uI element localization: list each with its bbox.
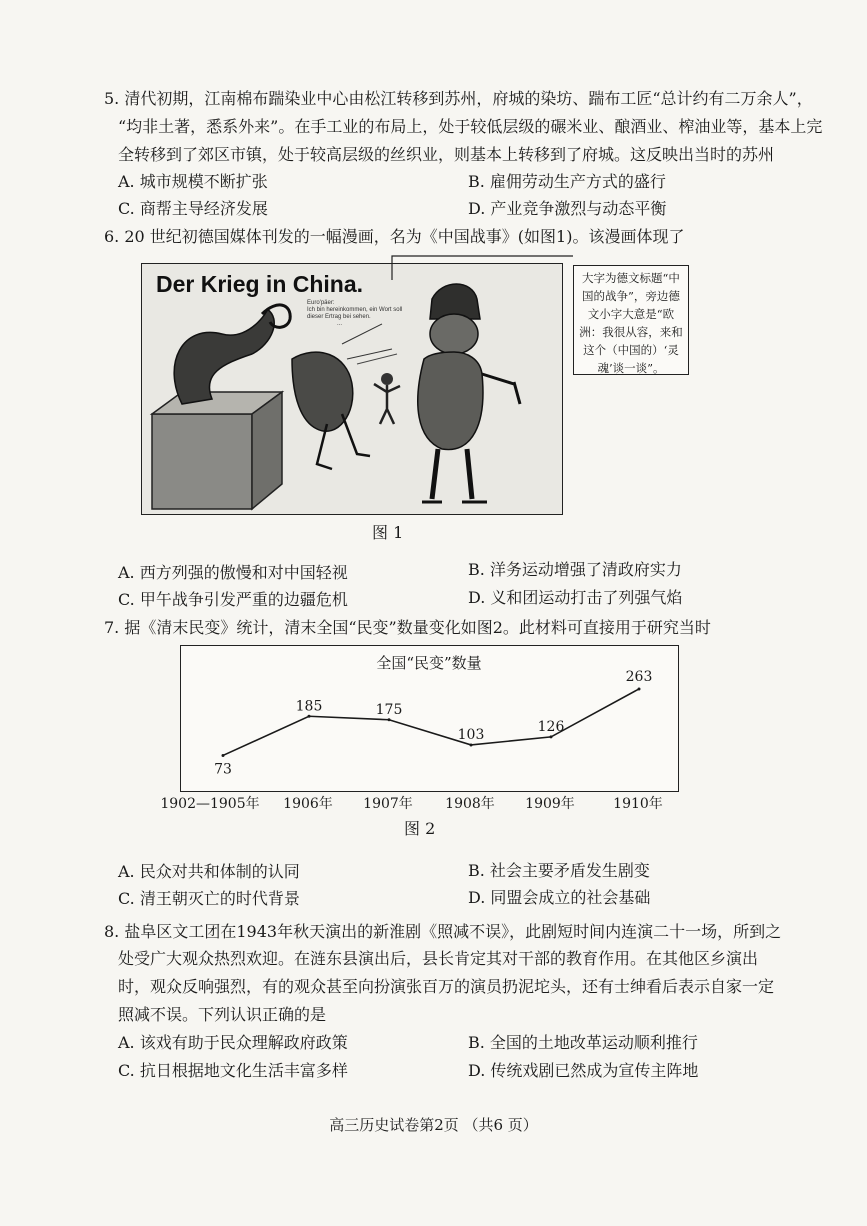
chart-x-axis-labels [150,790,710,816]
q8-option-d[interactable]: D. 传统戏剧已然成为宣传主阵地 [468,1061,699,1080]
data-label: 126 [537,718,565,735]
figure-2-label: 图 2 [404,819,436,838]
q7-option-b[interactable]: B. 社会主要矛盾发生剧变 [468,861,650,880]
cartoon-small-caption [307,300,402,327]
q7-option-d[interactable]: D. 同盟会成立的社会基础 [468,888,651,907]
data-point [308,715,311,718]
q6-option-b[interactable]: B. 洋务运动增强了清政府实力 [468,560,682,579]
data-label: 103 [457,726,485,743]
q6-option-d[interactable]: D. 义和团运动打击了列强气焰 [468,588,683,607]
q5-line-3: 全转移到了郊区市镇，处于较高层级的丝织业，则基本上转移到了府城。这反映出当时的苏州 [118,145,775,164]
q8-option-c[interactable]: C. 抗日根据地文化生活丰富多样 [118,1061,348,1080]
data-label: 185 [295,698,323,715]
cartoon-figure [141,263,563,515]
x-tick-label: 1909年 [525,796,575,812]
q8-line-3: 时，观众反响强烈，有的观众甚至向扮演张百万的演员扔泥坨头，还有士绅看后表示自家一定 [118,977,775,996]
data-point [550,735,553,738]
data-point [388,718,391,721]
svg-text:dieser Ertrag bei sehen.: dieser Ertrag bei sehen. [307,314,371,320]
svg-text:...: ... [337,321,343,327]
svg-text:Ich bin hereinkommen, ein Wort: Ich bin hereinkommen, ein Wort soll [307,307,403,313]
svg-text:Euro'päer:: Euro'päer: [307,300,335,306]
data-label: 263 [625,668,653,685]
data-label: 175 [375,701,403,718]
chart-frame [180,645,679,792]
series-line [223,689,639,756]
q5-option-a[interactable]: A. 城市规模不断扩张 [118,172,268,191]
q8-line-4: 照减不误。下列认识正确的是 [118,1005,327,1024]
q5-line-1: 5. 清代初期，江南棉布踹染业中心由松江转移到苏州，府城的染坊、踹布工匠“总计约有二万余人”， [104,89,813,108]
q7-option-a[interactable]: A. 民众对共和体制的认同 [118,862,300,881]
q7-line-1: 7. 据《清末民变》统计，清末全国“民变”数量变化如图2。此材料可直接用于研究当时 [104,618,711,637]
q6-line-1: 6. 20 世纪初德国媒体刊发的一幅漫画，名为《中国战事》(如图1)。该漫画体现了 [104,227,685,246]
data-point [470,743,473,746]
data-label: 73 [214,761,232,778]
q8-option-a[interactable]: A. 该戏有助于民众理解政府政策 [118,1033,348,1052]
q5-line-2: “均非土著，悉系外来”。在手工业的布局上，处于较低层级的碾米业、酿酒业、榨油业等，基本上完 [118,117,823,136]
figure-1-label: 图 1 [372,523,404,542]
q8-option-b[interactable]: B. 全国的土地改革运动顺利推行 [468,1033,698,1052]
q6-option-a[interactable]: A. 西方列强的傲慢和对中国轻视 [118,563,348,582]
q7-option-c[interactable]: C. 清王朝灭亡的时代背景 [118,889,300,908]
q5-option-c[interactable]: C. 商帮主导经济发展 [118,199,268,218]
x-tick-label: 1907年 [363,796,413,812]
chart-title: 全国“民变”数量 [376,654,482,672]
data-point [222,754,225,757]
data-point [638,687,641,690]
line-chart [181,646,678,791]
page-footer: 高三历史试卷第2页 （共6 页） [329,1116,538,1134]
cartoon-callout-box: 大字为德文标题“中国的战争”，旁边德文小字大意是“欧洲：我很从容，来和这个（中国的）‘灵魂’谈一谈”。 [573,265,689,375]
x-tick-label: 1906年 [283,796,333,812]
cartoon-title: Der Krieg in China. [156,271,364,297]
callout-leader-line [390,252,575,282]
x-tick-label: 1910年 [613,796,663,812]
q5-option-d[interactable]: D. 产业竞争激烈与动态平衡 [468,199,667,218]
q8-line-1: 8. 盐阜区文工团在1943年秋天演出的新淮剧《照减不误》，此剧短时间内连演二十一场，所到之 [104,922,782,941]
q8-line-2: 处受广大观众热烈欢迎。在涟东县演出后，县长肯定其对干部的教育作用。在其他区乡演出 [118,949,759,968]
cartoon-illustration [142,264,562,514]
q6-option-c[interactable]: C. 甲午战争引发严重的边疆危机 [118,590,348,609]
q5-option-b[interactable]: B. 雇佣劳动生产方式的盛行 [468,172,666,191]
x-tick-label: 1902—1905年 [160,796,260,812]
x-tick-label: 1908年 [445,796,495,812]
